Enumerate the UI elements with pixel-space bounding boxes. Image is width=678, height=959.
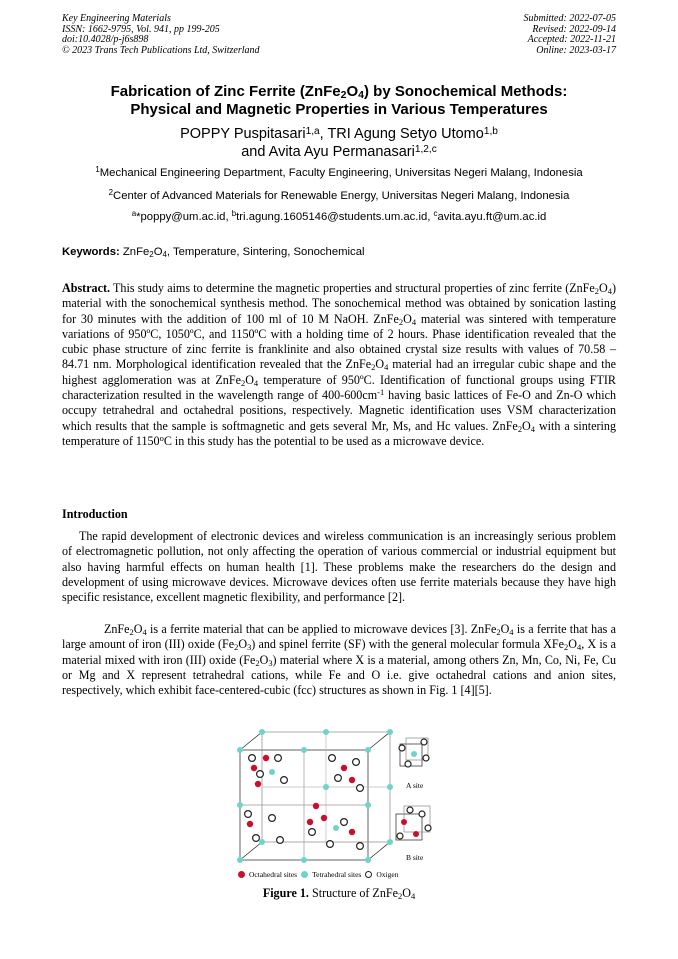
tetrahedral-atom (387, 839, 393, 845)
intro-sub: 3 (268, 657, 273, 668)
keyword-text: , Temperature, Sintering, Sonochemical (166, 246, 365, 258)
author-name: TRI Agung Setyo Utomo (327, 126, 484, 142)
tetrahedral-atom (301, 857, 307, 863)
oxygen-legend-marker (365, 871, 372, 878)
abstract-sub: 4 (384, 362, 389, 373)
octahedral-atom (321, 815, 327, 821)
oxygen-atom (353, 759, 360, 766)
keyword-sub: 4 (162, 250, 167, 259)
abstract-text: O (599, 281, 608, 295)
oxygen-atom (257, 771, 264, 778)
abstract-text: O (403, 311, 412, 326)
intro-paragraph-2 (62, 622, 616, 698)
email-link[interactable]: tri.agung.1605146@students.um.ac.id, (236, 211, 434, 223)
affil-text: Mechanical Engineering Department, Faculty Engineering, Universitas Negeri Malang, Indonesia (99, 167, 583, 179)
tetrahedral-atom (365, 802, 371, 808)
copyright: © 2023 Trans Tech Publications Ltd, Switzerland (62, 44, 260, 56)
abstract-sub: 2 (517, 423, 523, 434)
title-text: O (346, 83, 359, 100)
abstract-text: ) material with the sonochemical synthesis method. The sonochemical method was obtained by sonication lasting for 30 minutes with the addition of 100 ml of 10 M NaOH. ZnFe (62, 281, 616, 326)
cube-edge (240, 732, 262, 750)
abstract (62, 281, 616, 449)
affil-mark: 1 (95, 165, 100, 174)
abstract-text: with a sintering temperature of 1150 (62, 418, 617, 448)
intro-sub: 2 (255, 657, 260, 668)
author-name: and Avita Ayu Permanasari (241, 144, 415, 160)
abstract-sub: 2 (398, 316, 404, 327)
cube-edge (240, 842, 262, 860)
tetrahedral-atom (387, 729, 393, 735)
oxygen-atom (309, 829, 316, 836)
tetrahedral-atom (237, 747, 243, 753)
oxygen-atom (253, 835, 260, 842)
author-affil-mark: 1,b (483, 126, 498, 137)
oxygen-atom (327, 841, 334, 848)
title-sub: 2 (340, 89, 347, 101)
oxygen-atom (399, 745, 405, 751)
email-mark: c (433, 209, 438, 218)
keyword-text: ZnFe (119, 246, 150, 258)
abstract-sub: 2 (371, 362, 376, 373)
revised-date: Revised: 2022-09-14 (532, 23, 616, 35)
keyword-sub: 2 (149, 250, 154, 259)
abstract-sup: o (159, 432, 164, 443)
oxygen-atom (329, 755, 336, 762)
oxygen-atom (425, 825, 431, 831)
oxygen-atom (357, 843, 364, 850)
oxygen-atom (249, 755, 256, 762)
author-list (40, 125, 638, 161)
abstract-text: C in this study has the potential to be used as a microwave device. (163, 433, 485, 448)
oxygen-atom (423, 755, 429, 761)
author-affil-mark: 1,2,c (414, 144, 437, 155)
intro-text: is a ferrite that has a large amount of iron (III) oxide (Fe (62, 622, 616, 652)
legend-tetrahedral: Tetrahedral sites (312, 870, 362, 879)
abstract-text: material had an irregular cubic shape and the highest agglomeration was at ZnFe (62, 357, 616, 387)
figure-caption (40, 886, 638, 901)
octahedral-atom (349, 777, 355, 783)
a-site-label: A site (406, 781, 424, 790)
tetrahedral-atom (387, 784, 393, 790)
title-sub: 4 (358, 89, 365, 101)
intro-text: ) material where X is a material, among others Zn, Mn, Co, Ni, Fe, Cu or Mg and X represent tetrahedral cations, while Fe and O i.e. give octahedral cations and anion sites, respectively, which exhibit face-centered-cubic (fcc) structures as shown in Fig. 1 [4][5]. (62, 652, 616, 698)
abstract-text: O (375, 357, 385, 372)
oxygen-atom (341, 819, 348, 826)
affil-mark: 2 (108, 188, 114, 197)
intro-text: ZnFe (104, 622, 130, 636)
keywords-label: Keywords: (62, 246, 120, 258)
issn: ISSN: 1662-9795, Vol. 941, pp 199-205 (62, 23, 220, 35)
tetrahedral-legend-marker (301, 871, 308, 878)
intro-sub: 2 (496, 627, 501, 637)
intro-text: is a ferrite material that can be applied to microwave devices [3]. ZnFe (146, 622, 497, 636)
intro-text: O (259, 652, 269, 667)
intro-text: O (238, 637, 248, 652)
tetrahedral-atom (269, 769, 275, 775)
separator: , (319, 126, 328, 142)
abstract-label: Abstract. (62, 281, 111, 295)
tetrahedral-atom (365, 857, 371, 863)
spinel-structure-figure (232, 728, 444, 888)
octahedral-atom (401, 819, 407, 825)
intro-sub: 2 (234, 642, 239, 653)
octahedral-atom (255, 781, 261, 787)
oxygen-atom (335, 775, 342, 782)
abstract-sub: 4 (530, 423, 536, 434)
octahedral-atom (247, 821, 253, 827)
octahedral-atom (349, 829, 355, 835)
keywords (62, 246, 364, 258)
oxygen-atom (281, 777, 288, 784)
abstract-text: having basic lattices of Fe-O and Zn-O which occupy tetrahedral and octahedral positions, respectively. Magnetic identification uses VSM characterization which results that the sample is softmagnetic and gets several Mr, Ms, and Hc values. ZnFe (62, 388, 616, 433)
abstract-text: O (522, 418, 531, 433)
doi[interactable]: doi:10.4028/p-j6s898 (62, 34, 149, 45)
affiliation-1 (30, 166, 648, 180)
oxygen-atom (275, 755, 282, 762)
intro-text: O (568, 637, 577, 652)
oxygen-atom (407, 807, 413, 813)
abstract-sub: 2 (240, 377, 246, 388)
figure-legend (238, 870, 398, 879)
affil-text: Center of Advanced Materials for Renewable Energy, Universitas Negeri Malang, Indonesia (113, 190, 570, 202)
oxygen-atom (245, 811, 252, 818)
abstract-sub: 4 (607, 286, 612, 296)
author-affil-mark: 1,a (305, 126, 320, 137)
submitted-date: Submitted: 2022-07-05 (523, 13, 616, 24)
keyword-text: O (153, 246, 163, 258)
oxygen-atom (357, 785, 364, 792)
intro-text: O (133, 622, 143, 636)
legend-octahedral: Octahedral sites (249, 870, 298, 879)
tetrahedral-atom (259, 729, 265, 735)
dates-info (524, 14, 617, 56)
oxygen-atom (419, 811, 425, 817)
tetrahedral-atom (333, 825, 339, 831)
caption-text: Structure of ZnFe (308, 886, 398, 900)
octahedral-atom (341, 765, 347, 771)
octahedral-legend-marker (238, 871, 245, 878)
b-site-label: B site (406, 853, 424, 862)
tetrahedral-atom (237, 857, 243, 863)
intro-sub: 4 (576, 642, 582, 653)
abstract-sub: 2 (594, 286, 599, 296)
paper-title (40, 83, 638, 119)
oxygen-atom (405, 761, 411, 767)
abstract-text: material was sintered with temperature variations of 950ºC, 1050ºC, and 1150ºC with a holding time of 2 hours. Phase identification revealed that the cubic phase structure of zinc ferrite is franklinite and also obtained crystal size results with values of 70.58 – 84.71 nm. Morphological identification revealed that the ZnFe (62, 311, 617, 372)
intro-sub: 2 (564, 642, 569, 653)
tetrahedral-atom (301, 747, 307, 753)
octahedral-atom (263, 755, 269, 761)
abstract-text: temperature of 950ºC. Identification of functional groups using FTIR characterization resulted in the wavelength range of 400-600cm (62, 372, 616, 403)
abstract-sup: -1 (377, 387, 385, 398)
cube-edge (368, 842, 390, 860)
oxygen-atom (421, 739, 427, 745)
intro-text: O (500, 622, 510, 636)
tetrahedral-atom (323, 729, 329, 735)
intro-sub: 4 (142, 627, 147, 637)
title-text: Fabrication of Zinc Ferrite (ZnFe (110, 83, 341, 100)
abstract-text: O (245, 372, 254, 387)
oxygen-atom (397, 833, 403, 839)
tetrahedral-atom (237, 802, 243, 808)
caption-text: O (402, 886, 411, 900)
octahedral-sites (247, 755, 419, 837)
tetrahedral-atom (259, 839, 265, 845)
legend-oxygen: Oxigen (376, 870, 399, 879)
octahedral-atom (307, 819, 313, 825)
oxygen-sites (245, 739, 431, 849)
caption-label: Figure 1. (262, 886, 309, 900)
octahedral-atom (313, 803, 319, 809)
oxygen-atom (277, 837, 284, 844)
tetrahedral-atom (411, 751, 417, 757)
abstract-sub: 4 (411, 316, 417, 327)
email-line (30, 210, 648, 224)
accepted-date: Accepted: 2022-11-21 (527, 34, 616, 45)
intro-text: ) and spinel ferrite (SF) with the general molecular formula XFe (251, 637, 565, 652)
journal-info (62, 14, 260, 56)
email-link[interactable]: avita.ayu.ft@um.ac.id (437, 211, 547, 223)
email-mark: b (231, 209, 237, 218)
intro-text: , X is a material mixed with iron (III) oxide (Fe (62, 637, 616, 667)
tetrahedral-atom (365, 747, 371, 753)
title-text: ) by Sonochemical Methods: (364, 83, 568, 100)
cube-edge (368, 732, 390, 750)
affiliation-2 (30, 189, 648, 203)
caption-sub: 2 (397, 891, 403, 901)
introduction-heading: Introduction (62, 507, 128, 521)
journal-name: Key Engineering Materials (62, 13, 171, 24)
oxygen-atom (269, 815, 276, 822)
intro-paragraph-1: The rapid development of electronic devices and wireless communication is an increasingly serious problem of electromagnetic pollution, not only affecting the operation of various commercial or industrial equipment but also having harmful effects on human health [1]. These problems make the researchers do the design and development of using microwave devices. Microwave devices often use ferrite materials because they have high specific resistance, excellent magnetic flexibility, and performance [2]. (62, 529, 616, 605)
email-mark: a (131, 209, 137, 218)
email-link[interactable]: *poppy@um.ac.id, (136, 211, 232, 223)
tetrahedral-atom (323, 784, 329, 790)
title-line-2: Physical and Magnetic Properties in Various Temperatures (130, 101, 548, 118)
abstract-text: This study aims to determine the magnetic properties and structural properties of zinc ferrite (ZnFe (110, 281, 595, 295)
caption-sub: 4 (410, 891, 416, 901)
intro-sub: 3 (247, 642, 252, 653)
octahedral-atom (251, 765, 257, 771)
octahedral-atom (413, 831, 419, 837)
intro-sub: 2 (129, 627, 134, 637)
online-date: Online: 2023-03-17 (536, 44, 616, 56)
abstract-sub: 4 (253, 377, 259, 388)
intro-sub: 4 (509, 627, 514, 637)
author-name: POPPY Puspitasari (180, 126, 306, 142)
